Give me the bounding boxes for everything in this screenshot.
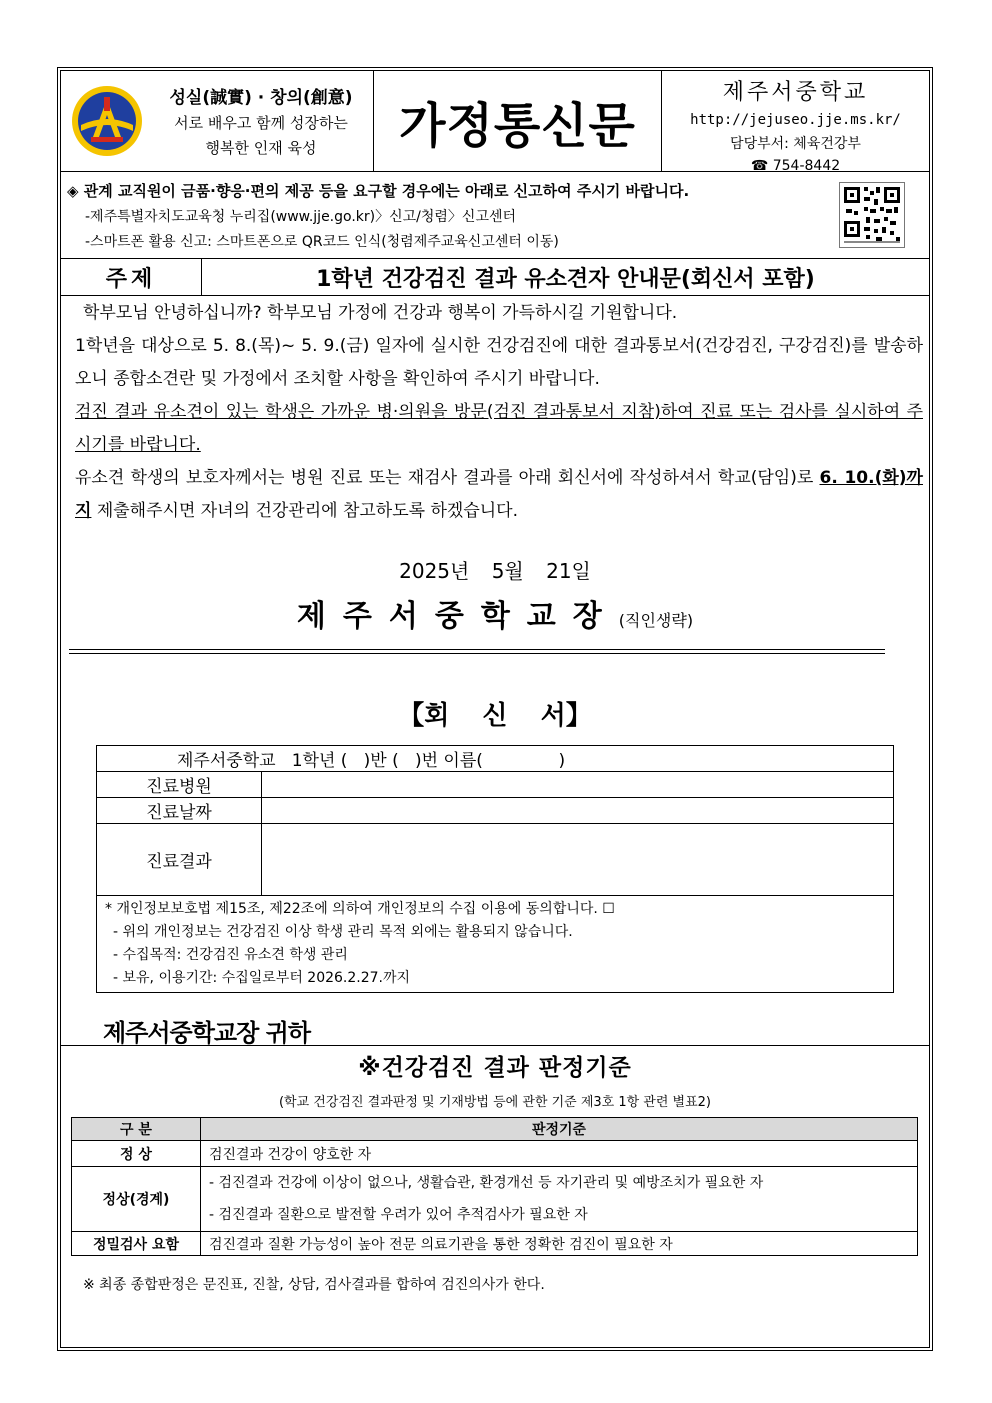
criteria-subtitle: (학교 건강검진 결과판정 및 기재방법 등에 관한 기준 제3호 1항 관련 별표2)	[278, 1095, 712, 1110]
document-title: 가정통신문	[374, 71, 662, 171]
department: 담당부서: 체육건강부	[730, 136, 861, 152]
consent-line-4: - 보유, 이용기간: 수집일로부터 2026.2.27.까지	[113, 970, 411, 986]
criteria-col-standard: 판정기준	[201, 1118, 918, 1141]
motto-cell	[61, 71, 374, 171]
school-info	[662, 71, 929, 174]
body-paragraph-4	[75, 462, 923, 528]
criteria-borderline	[201, 1167, 918, 1232]
body-paragraph-3: 검진 결과 유소견이 있는 학생은 가까운 병·의원을 방문(검진 결과통보서 지참)하여 진료 또는 검사를 실시하여 주시기를 바랍니다.	[75, 402, 923, 455]
header	[61, 71, 929, 172]
school-url[interactable]: http://jejuseo.jje.ms.kr/	[690, 112, 901, 128]
reply-form-title: 【회 신 서】	[398, 701, 592, 731]
motto-line-3: 행복한 인재 육성	[205, 139, 317, 157]
addressee: 제주서중학교장 귀하	[103, 1019, 311, 1047]
reply-form-table	[96, 745, 894, 993]
phone-number: ☎ 754-8442	[750, 158, 841, 174]
consent-line-2: - 위의 개인정보는 건강검진 이상 학생 관리 목적 외에는 활용되지 않습니다.	[113, 924, 573, 940]
criteria-col-category: 구 분	[72, 1118, 201, 1141]
hospital-field[interactable]	[262, 772, 894, 798]
principal-name: 제주서중학교장	[296, 599, 619, 634]
criteria-detailed-exam: 검진결과 질환 가능성이 높아 전문 의료기관을 통한 정확한 검진이 필요한 자	[201, 1232, 918, 1256]
report-line-1: ◈ 관계 교직원이 금품·향응·편의 제공 등을 요구할 경우에는 아래로 신고하여 주시기 바랍니다.	[67, 182, 690, 200]
body-paragraph-2: 1학년을 대상으로 5. 8.(목)~ 5. 9.(금) 일자에 실시한 건강검진에 대한 결과통보서(건강검진, 구강검진)를 발송하오니 종합소견란 및 가정에서 조치할 사항을 확인하여 주시기 바랍니다.	[75, 336, 923, 389]
criteria-footnote: ※ 최종 종합판정은 문진표, 진찰, 상담, 검사결과를 합하여 검진의사가 한다.	[83, 1277, 545, 1293]
deadline-text: 6. 10.(화)까지	[75, 468, 923, 521]
category-borderline: 정상(경계)	[72, 1167, 201, 1232]
subject-row	[61, 259, 929, 296]
report-line-2: -제주특별자치도교육청 누리집(www.jje.go.kr)〉신고/청렴〉신고센터	[85, 209, 517, 225]
visit-date-field[interactable]	[262, 798, 894, 824]
student-info-line[interactable]: 제주서중학교 1학년 ( )반 ( )번 이름( )	[97, 746, 894, 772]
criteria-borderline-1: - 검진결과 건강에 이상이 없으나, 생활습관, 환경개선 등 자기관리 및 예방조치가 필요한 자	[209, 1175, 764, 1191]
privacy-consent	[97, 896, 894, 993]
category-normal: 정 상	[72, 1141, 201, 1167]
report-line-3: -스마트폰 활용 신고: 스마트폰으로 QR코드 인식(청렴제주교육신고센터 이동)	[85, 234, 559, 250]
school-logo-icon	[71, 85, 143, 157]
qr-code-icon	[839, 182, 905, 248]
body-paragraph-4-start: 유소견 학생의 보호자께서는 병원 진료 또는 재검사 결과를 아래 회신서에 작성하셔서 학교(담임)로	[75, 468, 820, 488]
body-paragraph-1: 학부모님 안녕하십니까? 학부모님 가정에 건강과 행복이 가득하시길 기원합니다.	[83, 303, 678, 323]
seal-note: (직인생략)	[618, 611, 694, 630]
subject-title: 1학년 건강검진 결과 유소견자 안내문(회신서 포함)	[316, 266, 815, 292]
subject-label: 주제	[61, 259, 202, 295]
consent-line-3: - 수집목적: 건강검진 유소견 학생 관리	[113, 947, 348, 963]
criteria-table	[71, 1117, 918, 1256]
cut-line-divider	[69, 649, 885, 654]
category-detailed-exam: 정밀검사 요함	[72, 1232, 201, 1256]
hospital-label: 진료병원	[97, 772, 262, 798]
section-divider	[61, 1045, 929, 1046]
motto-line-1: 성실(誠實) · 창의(創意)	[169, 88, 353, 108]
school-name: 제주서중학교	[722, 80, 869, 105]
motto-line-2: 서로 배우고 함께 성장하는	[174, 114, 348, 132]
document-frame	[60, 70, 930, 1348]
visit-date-label: 진료날짜	[97, 798, 262, 824]
criteria-title: ※건강검진 결과 판정기준	[358, 1055, 632, 1081]
criteria-normal: 검진결과 건강이 양호한 자	[201, 1141, 918, 1167]
body-paragraph-4-end: 제출해주시면 자녀의 건강관리에 참고하도록 하겠습니다.	[91, 501, 518, 521]
criteria-borderline-2: - 검진결과 질환으로 발전할 우려가 있어 추적검사가 필요한 자	[209, 1207, 588, 1223]
result-field[interactable]	[262, 824, 894, 896]
principal-signature	[61, 591, 929, 635]
consent-line-1[interactable]: * 개인정보보호법 제15조, 제22조에 의하여 개인정보의 수집 이용에 동의합니다. ☐	[105, 901, 615, 917]
issue-date: 2025년 5월 21일	[399, 559, 591, 583]
report-notice	[61, 172, 929, 259]
result-label: 진료결과	[97, 824, 262, 896]
body-text	[75, 297, 923, 528]
